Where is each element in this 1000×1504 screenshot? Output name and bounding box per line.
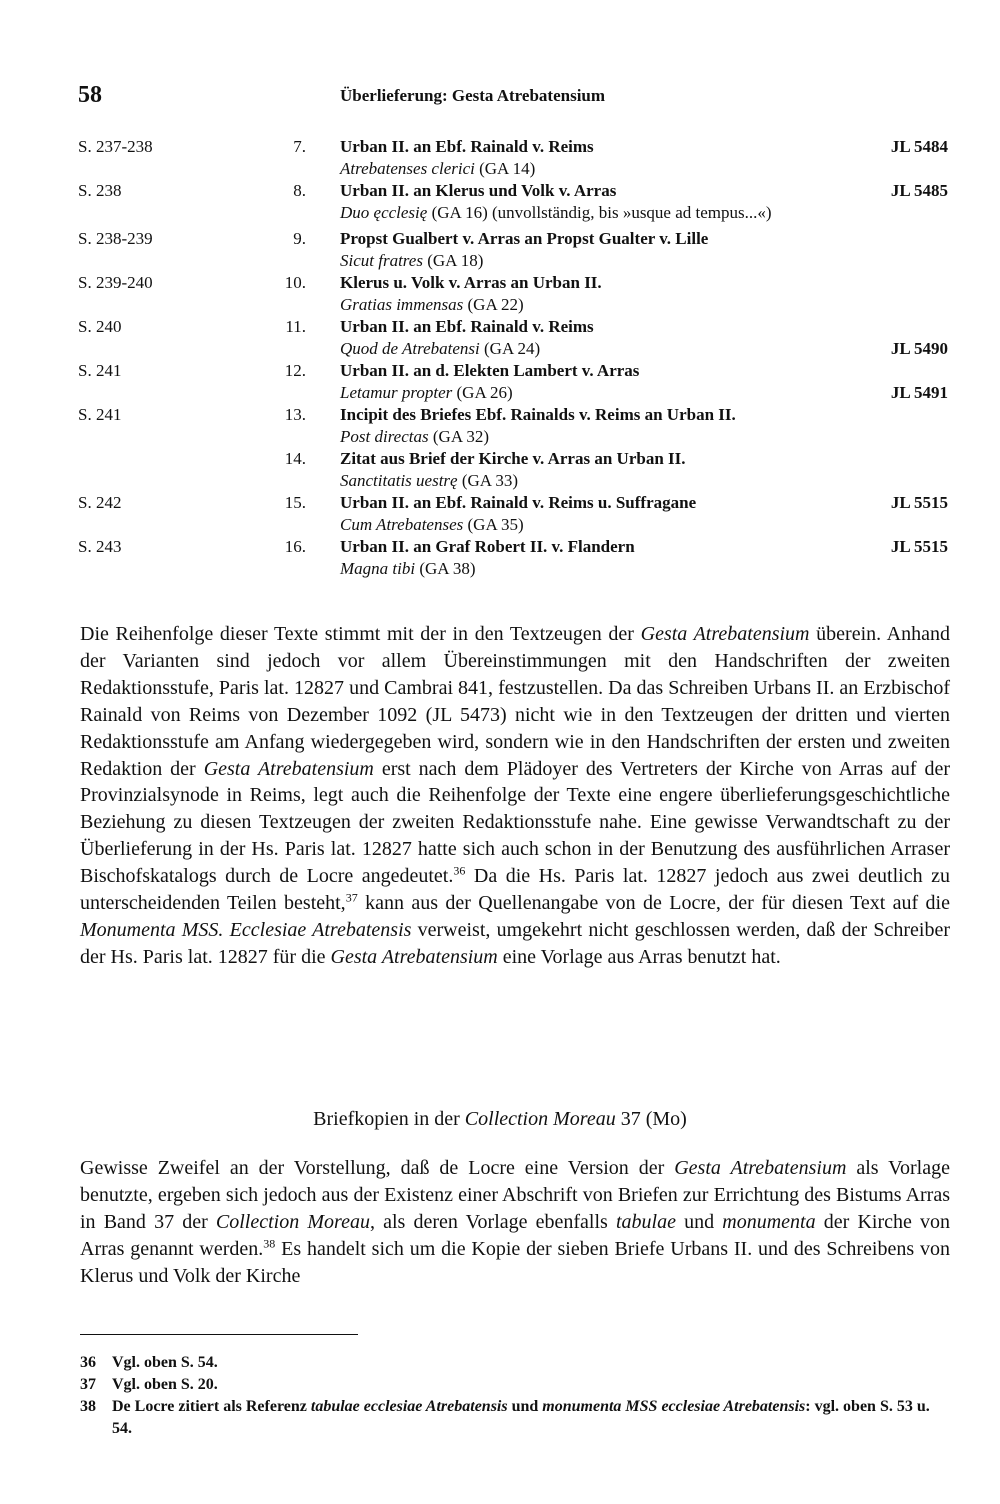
jaffe-number: JL 5491	[890, 383, 948, 402]
letter-incipit-ref: (GA 32)	[428, 427, 490, 446]
letter-incipit-text: Magna tibi	[340, 559, 416, 578]
letter-incipit	[340, 250, 483, 272]
letter-description: Urban II. an Ebf. Rainald v. Reims	[340, 317, 594, 336]
section-heading: Briefkopien in der Collection Moreau 37 (Mo)	[313, 1108, 687, 1130]
letter-description: Propst Gualbert v. Arras an Propst Gualter v. Lille	[340, 229, 709, 248]
letter-incipit	[340, 514, 524, 536]
letter-page-ref: S. 240	[78, 317, 122, 336]
letter-entry	[78, 136, 948, 180]
jaffe-number: JL 5490	[890, 339, 948, 358]
letter-incipit-text: Sicut fratres	[340, 251, 423, 270]
letter-description: Urban II. an Ebf. Rainald v. Reims u. Suffragane	[340, 493, 697, 512]
letter-description: Zitat aus Brief der Kirche v. Arras an Urban II.	[340, 449, 686, 468]
letter-number: 7.	[293, 137, 306, 156]
letter-description: Incipit des Briefes Ebf. Rainalds v. Reims an Urban II.	[340, 405, 736, 424]
letter-incipit	[340, 382, 513, 404]
letter-entry	[78, 228, 948, 272]
letter-entry	[78, 180, 948, 228]
letter-incipit-ref: (GA 18)	[422, 251, 484, 270]
letter-incipit	[340, 470, 518, 492]
letter-entry	[78, 316, 948, 360]
letter-incipit	[340, 426, 489, 448]
letter-page-ref: S. 237-238	[78, 137, 153, 156]
jaffe-number: JL 5515	[890, 493, 948, 512]
footnotes	[80, 1352, 950, 1440]
letter-incipit	[340, 338, 540, 360]
letter-incipit	[340, 202, 772, 224]
letter-incipit-text: Letamur propter	[340, 383, 453, 402]
letter-description: Urban II. an Ebf. Rainald v. Reims	[340, 137, 594, 156]
letter-description: Urban II. an Graf Robert II. v. Flandern	[340, 537, 635, 556]
letter-page-ref: S. 238-239	[78, 229, 153, 248]
running-title: Überlieferung: Gesta Atrebatensium	[340, 86, 606, 105]
footnote-rule	[80, 1334, 358, 1335]
letter-page-ref: S. 242	[78, 493, 122, 512]
page-number: 58	[78, 82, 102, 108]
letter-incipit-ref: (GA 35)	[463, 515, 524, 534]
footnote-ref-36[interactable]: 36	[453, 863, 466, 878]
letter-incipit-text: Sanctitatis uestrę	[340, 471, 458, 490]
letter-incipit-text: Duo ęcclesię	[340, 203, 428, 222]
paragraph-2: Gewisse Zweifel an der Vorstellung, daß de Locre eine Version der Gesta Atrebatensium als Vorlage benutzte, ergeben sich jedoch aus der Existenz einer Abschrift von Briefen zur Errichtung des Bistums Arras in Band 37 der Collection Moreau, als deren Vorlage ebenfalls tabulae und monumenta der Kirche von Arras genannt werden.$^{38}$ Es handelt sich um die Kopie der sieben Briefe Urbans II. und des Schreibens von Klerus und Volk der Kirche	[80, 1157, 951, 1287]
letter-number: 9.	[293, 229, 306, 248]
letter-incipit-text: Cum Atrebatenses	[340, 515, 464, 534]
letter-description: Urban II. an Klerus und Volk v. Arras	[340, 181, 617, 200]
letter-page-ref: S. 239-240	[78, 273, 153, 292]
letter-incipit-ref: (GA 33)	[457, 471, 519, 490]
letter-number: 14.	[284, 449, 306, 468]
footnote-ref-37[interactable]: 37	[345, 890, 358, 905]
letter-entry	[78, 536, 948, 580]
letter-incipit-ref: (GA 24)	[479, 339, 541, 358]
letter-incipit-text: Post directas	[340, 427, 429, 446]
letter-page-ref: S. 238	[78, 181, 122, 200]
letter-incipit-ref: (GA 38)	[415, 559, 476, 578]
letter-incipit	[340, 158, 535, 180]
letter-entry	[78, 404, 948, 448]
letter-incipit-ref: (GA 16) (unvollständig, bis »usque ad tempus...«)	[427, 203, 772, 222]
jaffe-number: JL 5484	[890, 137, 948, 156]
letter-entry	[78, 492, 948, 536]
letter-description: Klerus u. Volk v. Arras an Urban II.	[340, 273, 602, 292]
letter-incipit-text: Atrebatenses clerici	[340, 159, 475, 178]
letter-incipit-ref: (GA 26)	[452, 383, 513, 402]
letter-number: 12.	[284, 361, 306, 380]
footnote-ref-38[interactable]: 38	[263, 1236, 276, 1251]
letter-incipit-text: Gratias immensas	[340, 295, 464, 314]
letter-number: 8.	[293, 181, 306, 200]
letter-entry	[78, 272, 948, 316]
letter-page-ref: S. 241	[78, 361, 122, 380]
letter-entry	[78, 448, 948, 492]
letter-number: 16.	[284, 537, 306, 556]
letter-description: Urban II. an d. Elekten Lambert v. Arras	[340, 361, 640, 380]
letter-number: 15.	[284, 493, 306, 512]
jaffe-number: JL 5485	[890, 181, 948, 200]
jaffe-number: JL 5515	[890, 537, 948, 556]
letter-incipit-text: Quod de Atrebatensi	[340, 339, 480, 358]
paragraph-1: Die Reihenfolge dieser Texte stimmt mit der in den Textzeugen der Gesta Atrebatensium überein. Anhand der Varianten sind jedoch vor allem Übereinstimmungen mit den Handschriften der zweiten Redaktionsstufe, Paris lat. 12827 und Cambrai 841, festzustellen. Da das Schreiben Urbans II. an Erzbischof Rainald von Reims von Dezember 1092 (JL 5473) nicht wie in den Textzeugen der dritten und vierten Redaktionsstufe am Anfang wiedergegeben wird, sondern wie in den Handschriften der ersten und zweiten Redaktion der Gesta Atrebatensium erst nach dem Plädoyer des Vertreters der Kirche von Arras auf der Provinzialsynode in Reims, legt auch die Reihenfolge der Texte eine engere überlieferungsgeschichtliche Beziehung zu diesen Textzeugen der zweiten Redaktionsstufe nahe. Eine gewisse Verwandtschaft zu der Überlieferung in der Hs. Paris lat. 12827 hatte sich auch schon in der Benutzung des ausführlichen Arraser Bischofskatalogs durch de Locre angedeutet.$^{36}$ Da die Hs. Paris lat. 12827 jedoch aus zwei deutlich zu unterscheidenden Teilen besteht,$^{37}$ kann aus der Quellenangabe von de Locre, der für diesen Text auf die Monumenta MSS. Ecclesiae Atrebatensis verweist, umgekehrt nicht geschlossen werden, daß der Schreiber der Hs. Paris lat. 12827 für die Gesta Atrebatensium eine Vorlage aus Arras benutzt hat.	[80, 623, 950, 968]
letter-incipit-ref: (GA 14)	[474, 159, 536, 178]
letter-incipit-ref: (GA 22)	[463, 295, 524, 314]
footnote-38: 38 De Locre zitiert als Referenz tabulae ecclesiae Atrebatensis und monumenta MSS ecclesiae Atrebatensis: vgl. oben S. 53 u. 54.	[80, 1398, 930, 1437]
footnote-36: 36 Vgl. oben S. 54.	[80, 1354, 218, 1371]
letter-incipit	[340, 558, 476, 580]
letter-entry	[78, 360, 948, 404]
letter-number: 10.	[284, 273, 306, 292]
letter-number: 13.	[284, 405, 306, 424]
letter-incipit	[340, 294, 524, 316]
letter-page-ref: S. 243	[78, 537, 122, 556]
letter-number: 11.	[285, 317, 306, 336]
footnote-37: 37 Vgl. oben S. 20.	[80, 1376, 218, 1393]
letter-list	[78, 136, 948, 580]
letter-page-ref: S. 241	[78, 405, 122, 424]
running-head	[78, 82, 948, 112]
